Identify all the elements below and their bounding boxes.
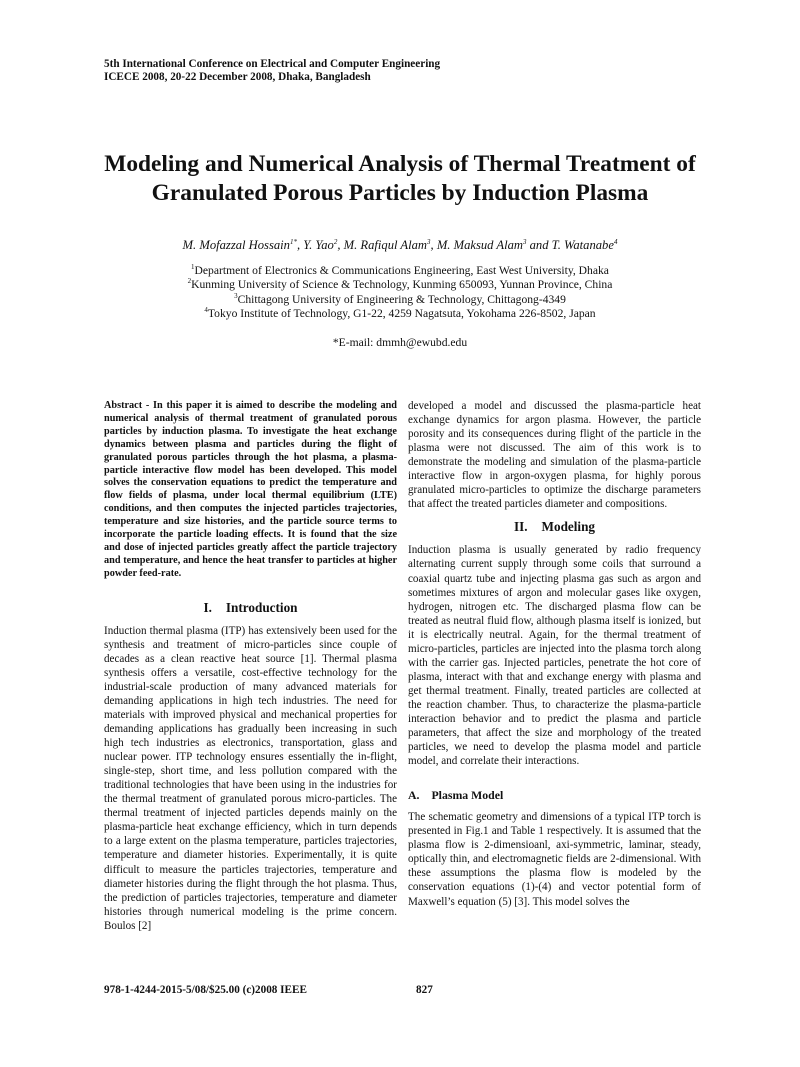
subsection-number: A. [408,788,420,803]
affiliation [100,264,700,278]
author-affil-mark: 4 [613,237,618,246]
section-title: Introduction [225,599,298,615]
section-heading [408,520,701,534]
author-affil-mark: 3 [427,237,431,246]
author-separator: , [296,238,304,252]
section-heading [104,601,397,615]
author-affil-mark: 3 [522,237,527,246]
author-list [100,238,700,253]
left-column [104,400,397,933]
conference-name: 5th International Conference on Electrical and Computer Engineering [104,58,441,70]
page-number: 827 [416,984,433,996]
section-body: Induction plasma is usually generated by radio frequency alternating current supply through some coils that surround a coaxial quartz tube and injecting plasma gas such as argon and sometimes mixtures of argon and molecular gases like oxygen, hydrogen, nitrogen etc. The discharged plasma flow can be treated as neutral fluid flow, although plasma itself is ionized, but it is electrically neutral. Again, for the thermal treatment of micro-particles, particles are injected into the plasma torch along with the carrier gas. Injected particles, penetrate the hot core of plasma, interact with that and exchange energy with plasma and get thermal treatment. Finally, treated particles are collected at the reaction chamber. Thus, to characterize the plasma-particle interaction behavior and to predict the plasma and particle parameters, that affect the size and morphology of the treated particles, we need to develop the plasma model and particle model, and correlate their interactions. [408,544,701,768]
author: M. Rafiqul Alam [343,238,428,252]
conference-date-venue: ICECE 2008, 20-22 December 2008, Dhaka, Bangladesh [104,71,371,83]
affiliation-mark: 4 [204,306,208,315]
affiliation-list [100,264,700,322]
author-separator: , [337,238,344,252]
section-number: I. [203,599,212,615]
affiliation [100,293,700,307]
section-body-continued: developed a model and discussed the plasma-particle heat exchange dynamics for argon plasma. However, the particle porosity and its consequences during flight of the particle in the plasma were not discussed. The aim of this work is to demonstrate the modeling and simulation of the plasma-particle interactive flow in argon-oxygen plasma, for highly porous granulated micro-particles to optimize the discharge parameters that affect the treated particles diameter and compositions. [408,400,701,511]
author-separator: and [526,238,552,252]
contact-email: *E-mail: dmmh@ewubd.edu [332,336,468,349]
affiliation-mark: 2 [187,277,192,286]
affiliation-text: Chittagong University of Engineering & Technology, Chittagong-4349 [237,292,566,306]
footer-isbn: 978-1-4244-2015-5/08/$25.00 (c)2008 IEEE [104,984,307,996]
subsection-title: Plasma Model [431,788,504,803]
affiliation [100,307,700,321]
affiliation-mark: 1 [191,263,195,272]
section-title: Modeling [541,519,596,535]
subsection-body: The schematic geometry and dimensions of a typical ITP torch is presented in Fig.1 and Table 1 respectively. It is assumed that the plasma flow is 2-dimensioanl, axi-symmetric, laminar, steady, optically thin, and electromagnetic fields are 2-dimensional. With these assumptions the plasma flow is modeled by the conservation equations (1)-(4) and vector potential form of Maxwell’s equation (5) [3]. This model solves the [408,811,701,908]
affiliation-text: Tokyo Institute of Technology, G1-22, 4259 Nagatsuta, Yokohama 226-8502, Japan [207,307,596,321]
affiliation-text: Department of Electronics & Communications Engineering, East West University, Dhaka [194,264,609,277]
abstract: Abstract - In this paper it is aimed to describe the modeling and numerical analysis of thermal treatment of granulated porous particles by induction plasma. To investigate the heat exchange dynamics between plasma and particles during the flight of granulated porous particles through the hot plasma, a plasma-particle interactive flow model has been developed. This model solves the conservation equations to predict the temperature and flow fields of plasma, under local thermal equilibrium (LTE) conditions, and then computes the injected particles trajectories, temperature and size histories, and the particle source terms to incorporate the particle loading effects. It is found that the size and dose of injected particles greatly affect the particle trajectory and temperature, and hence the heat transfer to particles at higher powder feed-rate. [104,400,397,579]
author: Y. Yao [303,238,334,252]
affiliation-mark: 3 [234,291,238,300]
conference-header [104,58,440,84]
affiliation-text: Kunming University of Science & Technology, Kunming 650093, Yunnan Province, China [191,278,613,292]
author: M. Maksud Alam [436,238,523,252]
paper-title: Modeling and Numerical Analysis of Thermal Treatment of Granulated Porous Particles by Induction Plasma [104,151,696,206]
author-affil-mark: 2 [333,237,338,246]
author-affil-mark: 1* [289,237,297,246]
author: M. Mofazzal Hossain [182,238,290,252]
right-column [408,399,701,909]
subsection-heading [408,788,701,802]
author-separator: , [430,238,437,252]
section-body: Induction thermal plasma (ITP) has extensively been used for the synthesis and treatment of micro-particles since couple of decades as a clean reactive heat source [1]. Thermal plasma synthesis offers a versatile, cost-effective technology for the industrial-scale production of many advanced materials for demanding applications in high tech industries. The need for materials with improved physical and mechanical properties for demanding applications has gradually been increasing in such high tech industries as electronics, transportation, glass and nuclear power. ITP technology ensures essentially the in-flight, single-step, short time, and less pollution compared with the traditional technologies that have been using in the industries for the thermal treatment of granulated porous micro-particles. The thermal treatment of injected particles depends mainly on the plasma-particle heat exchange efficiency, which in turn depends to a large extent on the plasma temperature, particles trajectories, temperature and diameter histories. Experimentally, it is quite difficult to measure the particles trajectories, temperature and diameter histories during the flight through the hot plasma. Thus, the prediction of particles trajectories, temperature and diameter histories through numerical modeling is the prime concern. Boulos [2] [104,624,397,932]
section-number: II. [513,519,528,535]
author: T. Watanabe [551,238,614,252]
affiliation [100,278,700,292]
